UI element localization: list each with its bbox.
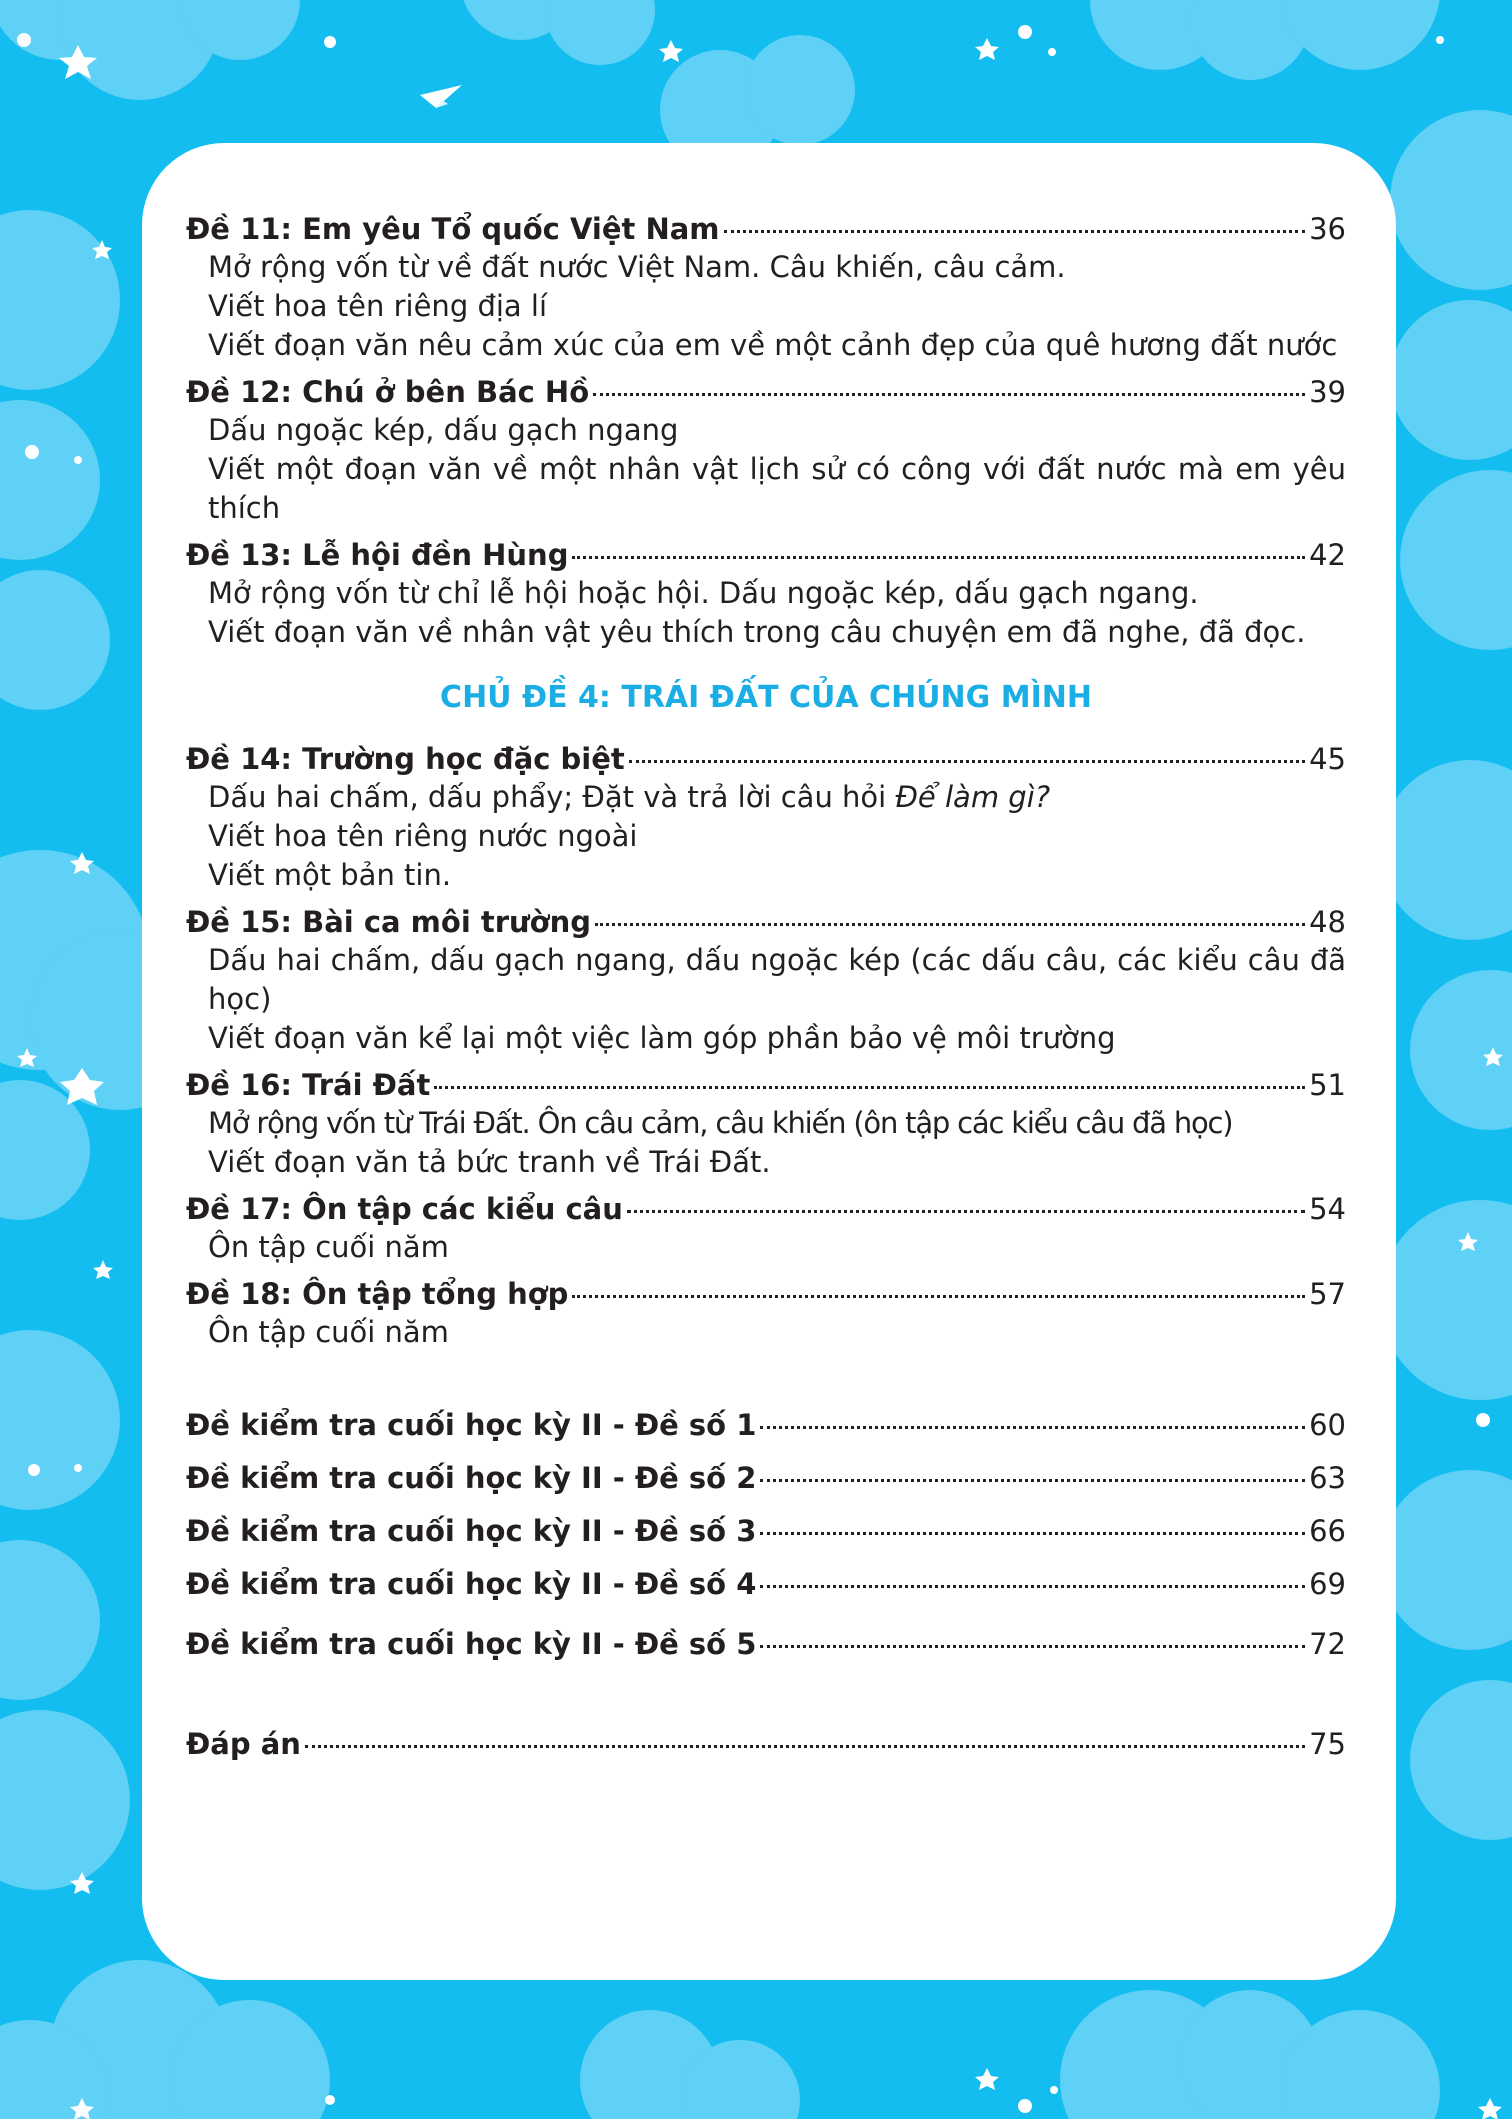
entry-description: Viết hoa tên riêng nước ngoài <box>208 819 638 853</box>
entry-description-italic: Để làm gì? <box>895 780 1051 814</box>
toc-exam-entry[interactable] <box>186 1406 1346 1444</box>
entry-title: Đề kiểm tra cuối học kỳ II - Đề số 3 <box>186 1514 757 1548</box>
toc-exam-entry[interactable] <box>186 1565 1346 1603</box>
page-number: 60 <box>1309 1408 1346 1442</box>
dot-leader <box>627 1210 1305 1213</box>
entry-title: Đề kiểm tra cuối học kỳ II - Đề số 1 <box>186 1408 757 1442</box>
entry-description: Viết hoa tên riêng địa lí <box>208 289 548 323</box>
entry-title: Đề 12: Chú ở bên Bác Hồ <box>186 375 590 409</box>
entry-title: Đề 14: Trường học đặc biệt <box>186 742 625 776</box>
page-number: 45 <box>1309 742 1346 776</box>
entry-title: Đề 17: Ôn tập các kiểu câu <box>186 1192 623 1226</box>
toc-entry <box>186 740 1346 895</box>
toc-exam-entry[interactable] <box>186 1512 1346 1550</box>
dot-leader <box>593 393 1305 396</box>
toc-heading[interactable] <box>186 1275 1346 1313</box>
toc-heading[interactable] <box>186 903 1346 941</box>
toc-heading[interactable] <box>186 210 1346 248</box>
toc-answers-entry[interactable] <box>186 1725 1346 1763</box>
entry-description: Ôn tập cuối năm <box>208 1230 449 1264</box>
dot-leader <box>760 1479 1305 1482</box>
toc-entry <box>186 536 1346 652</box>
page-number: 66 <box>1309 1514 1346 1548</box>
dot-leader <box>629 760 1305 763</box>
entry-description: Mở rộng vốn từ về đất nước Việt Nam. Câu khiến, câu cảm. <box>208 250 1066 284</box>
dot-leader <box>305 1745 1305 1748</box>
dot-leader <box>434 1086 1305 1089</box>
toc-heading[interactable] <box>186 1190 1346 1228</box>
toc-heading[interactable] <box>186 740 1346 778</box>
entry-title: Đề 18: Ôn tập tổng hợp <box>186 1277 569 1311</box>
entry-description: Viết một bản tin. <box>208 858 452 892</box>
toc-exam-entry[interactable] <box>186 1625 1346 1663</box>
toc-heading[interactable] <box>186 1066 1346 1104</box>
toc-heading[interactable] <box>186 373 1346 411</box>
entry-description: Ôn tập cuối năm <box>208 1315 449 1349</box>
entry-description: Viết đoạn văn kể lại một việc làm góp phần bảo vệ môi trường <box>208 1021 1116 1055</box>
entry-description: Viết đoạn văn về nhân vật yêu thích trong câu chuyện em đã nghe, đã đọc. <box>208 615 1306 649</box>
page-number: 54 <box>1309 1192 1346 1226</box>
page-number: 69 <box>1309 1567 1346 1601</box>
theme-title: CHỦ ĐỀ 4: TRÁI ĐẤT CỦA CHÚNG MÌNH <box>440 680 1092 715</box>
entry-description: Mở rộng vốn từ chỉ lễ hội hoặc hội. Dấu ngoặc kép, dấu gạch ngang. <box>208 576 1199 610</box>
entry-title: Đề kiểm tra cuối học kỳ II - Đề số 2 <box>186 1461 757 1495</box>
toc-entry <box>186 903 1346 1058</box>
paper-plane-icon <box>420 85 462 108</box>
entry-description: Mở rộng vốn từ Trái Đất. Ôn câu cảm, câu khiến (ôn tập các kiểu câu đã học) <box>208 1106 1233 1140</box>
entry-description: Viết đoạn văn nêu cảm xúc của em về một cảnh đẹp của quê hương đất nước <box>208 328 1338 362</box>
toc-entry <box>186 1190 1346 1267</box>
page-number: 36 <box>1309 212 1346 246</box>
entry-title: Đề 15: Bài ca môi trường <box>186 905 591 939</box>
toc-heading[interactable] <box>186 536 1346 574</box>
entry-description: Dấu hai chấm, dấu gạch ngang, dấu ngoặc kép (các dấu câu, các kiểu câu đã học) <box>208 943 1346 1016</box>
toc-entry <box>186 210 1346 365</box>
toc-entry <box>186 1066 1346 1182</box>
dot-leader <box>760 1645 1305 1648</box>
dot-leader <box>760 1585 1305 1588</box>
entry-title: Đề kiểm tra cuối học kỳ II - Đề số 5 <box>186 1627 757 1661</box>
table-of-contents <box>186 210 1346 1763</box>
toc-entry <box>186 373 1346 528</box>
page-number: 75 <box>1309 1727 1346 1761</box>
dot-leader <box>760 1426 1305 1429</box>
page-number: 51 <box>1309 1068 1346 1102</box>
dot-leader <box>595 923 1305 926</box>
entry-title: Đề kiểm tra cuối học kỳ II - Đề số 4 <box>186 1567 757 1601</box>
page-number: 42 <box>1309 538 1346 572</box>
spacer <box>186 1360 1346 1406</box>
entry-title: Đề 11: Em yêu Tổ quốc Việt Nam <box>186 212 720 246</box>
page-number: 57 <box>1309 1277 1346 1311</box>
dot-leader <box>572 556 1305 559</box>
entry-description: Viết đoạn văn tả bức tranh về Trái Đất. <box>208 1145 771 1179</box>
entry-description <box>186 778 1346 817</box>
entry-title: Đề 13: Lễ hội đền Hùng <box>186 538 569 572</box>
dot-leader <box>760 1532 1305 1535</box>
entry-description-text: Dấu hai chấm, dấu phẩy; Đặt và trả lời câu hỏi <box>208 780 896 814</box>
dot-leader <box>572 1295 1305 1298</box>
toc-entry <box>186 1275 1346 1352</box>
page-number: 72 <box>1309 1627 1346 1661</box>
entry-title: Đề 16: Trái Đất <box>186 1068 431 1102</box>
page-number: 48 <box>1309 905 1346 939</box>
entry-description: Viết một đoạn văn về một nhân vật lịch sử có công với đất nước mà em yêu thích <box>208 452 1346 525</box>
entry-description: Dấu ngoặc kép, dấu gạch ngang <box>208 413 679 447</box>
toc-exam-entry[interactable] <box>186 1459 1346 1497</box>
entry-title: Đáp án <box>186 1727 301 1761</box>
page-number: 63 <box>1309 1461 1346 1495</box>
page-number: 39 <box>1309 375 1346 409</box>
dot-leader <box>724 230 1306 233</box>
